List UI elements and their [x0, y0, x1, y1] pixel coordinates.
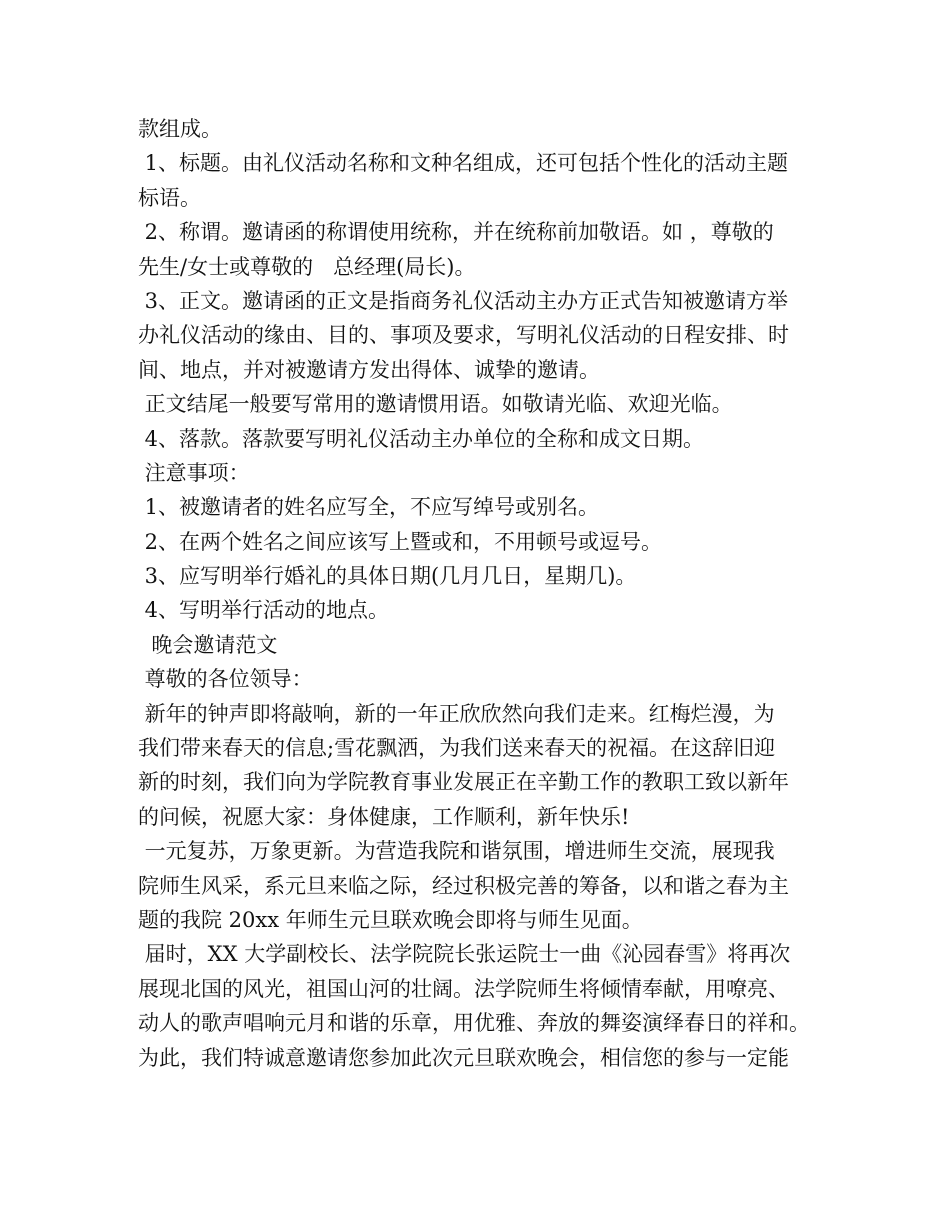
text-line: 为此，我们特诚意邀请您参加此次元旦联欢晚会，相信您的参与一定能: [138, 1045, 789, 1070]
text-line: 1、标题。由礼仪活动名称和文种名组成，还可包括个性化的活动主题: [138, 151, 789, 176]
text-line: 的问候，祝愿大家：身体健康，工作顺利，新年快乐!: [138, 804, 630, 829]
text-line: 我们带来春天的信息;雪花飘洒，为我们送来春天的祝福。在这辞旧迎: [138, 736, 776, 761]
text-line: 款组成。: [138, 117, 222, 141]
text-line: 新年的钟声即将敲响，新的一年正欣欣然向我们走来。红梅烂漫，为: [138, 701, 775, 726]
text-line: 3、应写明举行婚礼的具体日期(几月几日，星期几)。: [138, 564, 637, 589]
text-line: 一元复苏，万象更新。为营造我院和谐氛围，增进师生交流，展现我: [138, 839, 775, 864]
document-body: [138, 112, 838, 1075]
text-line: 3、正文。邀请函的正文是指商务礼仪活动主办方正式告知被邀请方举: [138, 288, 789, 313]
text-line: 先生/女士或尊敬的 总经理(局长)。: [138, 254, 476, 279]
text-line: 2、称谓。邀请函的称谓使用统称，并在统称前加敬语。如 ，尊敬的: [138, 220, 774, 245]
text-line: 展现北国的风光，祖国山河的壮阔。法学院师生将倾情奉献，用嘹亮、: [138, 976, 789, 1001]
salutation: 尊敬的各位领导：: [138, 667, 313, 692]
text-line: 2、在两个姓名之间应该写上暨或和，不用顿号或逗号。: [138, 529, 663, 554]
text-line: 院师生风采，系元旦来临之际，经过积极完善的筹备，以和谐之春为主: [138, 873, 789, 898]
text-line: 动人的歌声唱响元月和谐的乐章，用优雅、奔放的舞姿演绎春日的祥和。: [138, 1011, 810, 1036]
text-line: 4、落款。落款要写明礼仪活动主办单位的全称和成文日期。: [138, 426, 705, 451]
section-heading: 注意事项：: [138, 460, 250, 485]
section-heading: 晚会邀请范文: [138, 632, 278, 657]
text-line: 办礼仪活动的缘由、目的、事项及要求，写明礼仪活动的日程安排、时: [138, 323, 789, 348]
text-line: 新的时刻，我们向为学院教育事业发展正在辛勤工作的教职工致以新年: [138, 770, 789, 795]
text-line: 届时，XX 大学副校长、法学院院长张运院士一曲《沁园春雪》将再次: [138, 942, 791, 967]
text-line: 4、写明举行活动的地点。: [138, 598, 390, 623]
text-line: 标语。: [138, 185, 201, 210]
text-line: 正文结尾一般要写常用的邀请惯用语。如敬请光临、欢迎光临。: [138, 392, 733, 417]
text-line: 间、地点，并对被邀请方发出得体、诚挚的邀请。: [138, 357, 600, 382]
text-line: 题的我院 20xx 年师生元旦联欢晚会即将与师生见面。: [138, 907, 643, 932]
text-line: 1、被邀请者的姓名应写全，不应写绰号或别名。: [138, 495, 600, 520]
